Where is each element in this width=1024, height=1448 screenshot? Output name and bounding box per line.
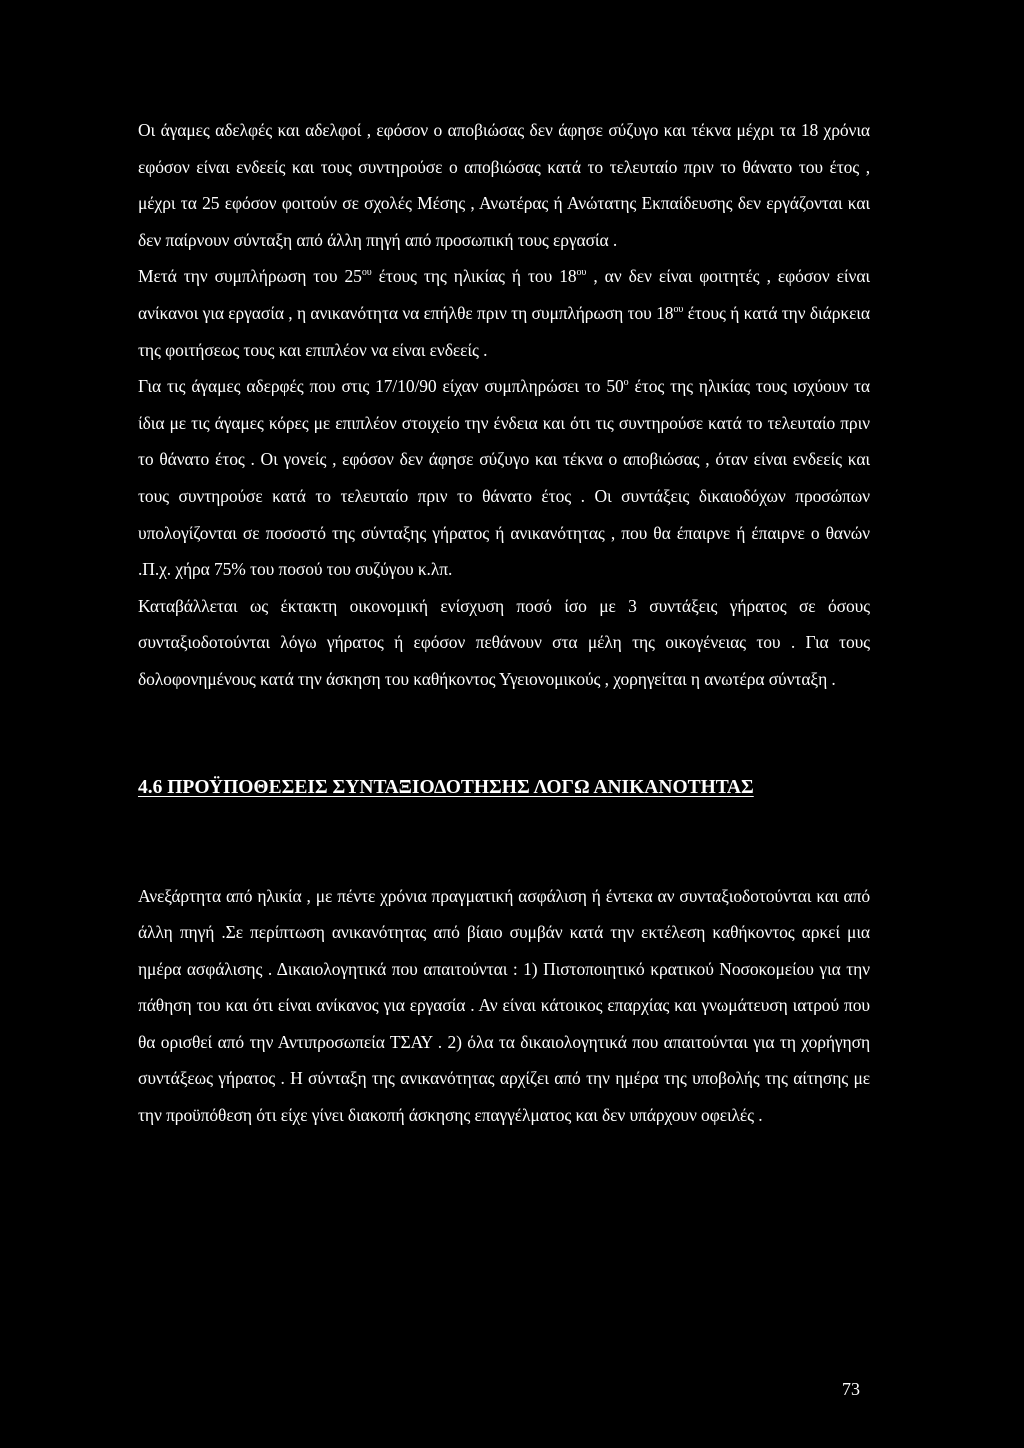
paragraph-unmarried-sisters bbox=[138, 368, 870, 588]
paragraph-2-text-c: , αν δεν είναι φοιτητές , εφόσον είναι ανίκανοι για εργασία , η ανικανότητα να επήλθε πριν τη συμπλήρωση του 18 bbox=[138, 266, 870, 323]
paragraph-2-text-a: Μετά την συμπλήρωση του 25 bbox=[138, 266, 362, 287]
page-number: 73 bbox=[842, 1379, 860, 1399]
paragraph-3-text-a: Για τις άγαμες αδερφές που στις 17/10/90 είχαν συμπληρώσει το 50 bbox=[138, 376, 624, 397]
paragraph-3-text-b: έτος της ηλικίας τους ισχύουν τα ίδια με τις άγαμες κόρες με επιπλέον στοιχείο την ένδεια και ότι τις συντηρούσε κατά το τελευταίο πριν το θάνατο έτος . Οι γονείς , εφόσον δεν άφησε σύζυγο και τέκνα ο αποβιώσας , όταν είναι ενδεείς και τους συντηρούσε κατά το τελευταίο πριν το θάνατο έτος . Οι συντάξεις δικαιοδόχων προσώπων υπολογίζονται σε ποσοστό της σύνταξης γήρατος ή ανικανότητας , που θα έπαιρνε ή έπαιρνε ο θανών .Π.χ. χήρα 75% του ποσού του συζύγου κ.λπ. bbox=[138, 376, 870, 580]
paragraph-disability-conditions: Ανεξάρτητα από ηλικία , με πέντε χρόνια πραγματική ασφάλιση ή έντεκα αν συνταξιοδοτούνται και από άλλη πηγή .Σε περίπτωση ανικανότητας από βίαιο συμβάν κατά την εκτέλεση καθήκοντος αρκεί μια ημέρα ασφάλισης . Δικαιολογητικά που απαιτούνται : 1) Πιστοποιητικό κρατικού Νοσοκομείου για την πάθηση του και ότι είναι ανίκανος για εργασία . Αν είναι κάτοικος επαρχίας και γνωμάτευση ιατρού που θα ορισθεί από την Αντιπροσωπεία ΤΣΑΥ . 2) όλα τα δικαιολογητικά που απαιτούνται για τη χορήγηση συντάξεως γήρατος . Η σύνταξη της ανικανότητας αρχίζει από την ημέρα της υποβολής της αίτησης με την προϋπόθεση ότι είχε γίνει διακοπή άσκησης επαγγέλματος και δεν υπάρχουν οφειλές . bbox=[138, 885, 870, 1126]
ordinal-superscript: ου bbox=[576, 267, 587, 279]
section-heading: 4.6 ΠΡΟΫΠΟΘΕΣΕΙΣ ΣΥΝΤΑΞΙΟΔΟΤΗΣΗΣ ΛΟΓΩ ΑΝΙΚΑΝΟΤΗΤΑΣ bbox=[138, 776, 754, 798]
document-page bbox=[138, 112, 870, 1134]
paragraph-extraordinary-aid: Καταβάλλεται ως έκτακτη οικονομική ενίσχυση ποσό ίσο με 3 συντάξεις γήρατος σε όσους συνταξιοδοτούνται λόγω γήρατος ή εφόσον πεθάνουν στα μέλη της οικογένειας του . Για τους δολοφονημένους κατά την άσκηση του καθήκοντος Υγειονομικούς , χορηγείται η ανωτέρα σύνταξη . bbox=[138, 595, 870, 689]
ordinal-superscript: ου bbox=[361, 267, 372, 279]
paragraph-after-age-limit bbox=[138, 258, 870, 368]
ordinal-superscript: ου bbox=[673, 304, 684, 316]
paragraph-2-text-b: έτους της ηλικίας ή του 18 bbox=[371, 266, 577, 287]
section-spacer bbox=[138, 806, 870, 878]
ordinal-superscript: ο bbox=[623, 377, 629, 389]
section-spacer bbox=[138, 698, 870, 770]
paragraph-siblings: Οι άγαμες αδελφές και αδελφοί , εφόσον ο αποβιώσας δεν άφησε σύζυγο και τέκνα μέχρι τα 18 χρόνια εφόσον είναι ενδεείς και τους συντηρούσε ο αποβιώσας κατά το τελευταίο πριν το θάνατο του έτος , μέχρι τα 25 εφόσον φοιτούν σε σχολές Μέσης , Ανωτέρας ή Ανώτατης Εκπαίδευσης δεν εργάζονται και δεν παίρνουν σύνταξη από άλλη πηγή από προσωπική τους εργασία . bbox=[138, 120, 870, 250]
paragraph-2-text-d: έτους ή κατά την διάρκεια της φοιτήσεως τους και επιπλέον να είναι ενδεείς . bbox=[138, 302, 870, 360]
